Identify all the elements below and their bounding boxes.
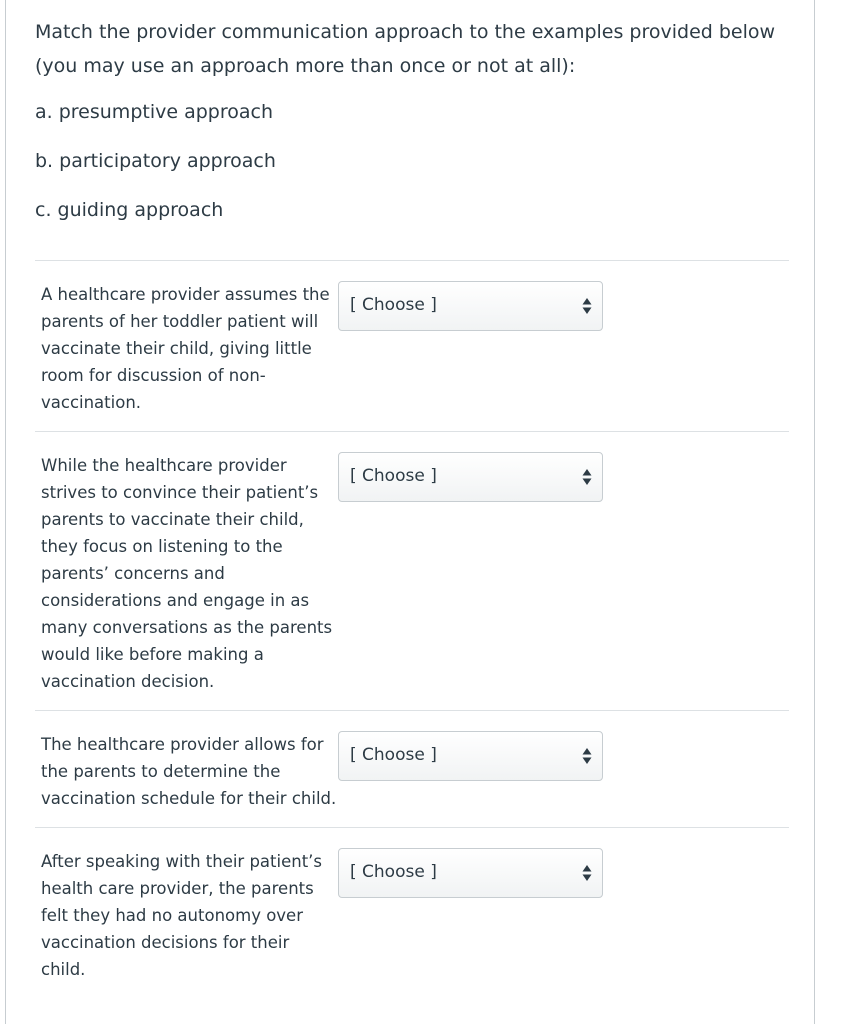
up-down-triangle-icon (582, 468, 592, 486)
answer-option-c: c. guiding approach (35, 199, 224, 221)
quiz-question-card (5, 0, 815, 1024)
divider (35, 260, 789, 261)
divider (35, 431, 789, 432)
match-select-1[interactable] (338, 281, 603, 331)
match-select-2[interactable] (338, 452, 603, 502)
divider (35, 710, 789, 711)
question-text: Match the provider communication approach to the examples provided below (you may use an approach more than once or not at all): (35, 21, 776, 77)
divider (35, 827, 789, 828)
answer-option-b: b. participatory approach (35, 150, 276, 172)
match-prompt-2: While the healthcare provider strives to convince their patient’s parents to vaccinate their child, they focus on listening to the parents’ concerns and considerations and engage in as many conversations as the parents would like before making a vaccination decision. (41, 456, 333, 691)
up-down-triangle-icon (582, 747, 592, 765)
up-down-triangle-icon (582, 864, 592, 882)
select-value: [ Choose ] (350, 862, 437, 882)
up-down-triangle-icon (582, 297, 592, 315)
match-select-3[interactable] (338, 731, 603, 781)
select-value: [ Choose ] (350, 295, 437, 315)
select-value: [ Choose ] (350, 466, 437, 486)
match-prompt-4: After speaking with their patient’s health care provider, the parents felt they had no autonomy over vaccination decisions for their child. (41, 852, 323, 979)
match-prompt-1: A healthcare provider assumes the parents of her toddler patient will vaccinate their child, giving little room for discussion of non-vaccination. (41, 285, 330, 412)
answer-option-a: a. presumptive approach (35, 101, 273, 123)
match-select-4[interactable] (338, 848, 603, 898)
select-value: [ Choose ] (350, 745, 437, 765)
match-prompt-3: The healthcare provider allows for the parents to determine the vaccination schedule for their child. (41, 735, 337, 808)
